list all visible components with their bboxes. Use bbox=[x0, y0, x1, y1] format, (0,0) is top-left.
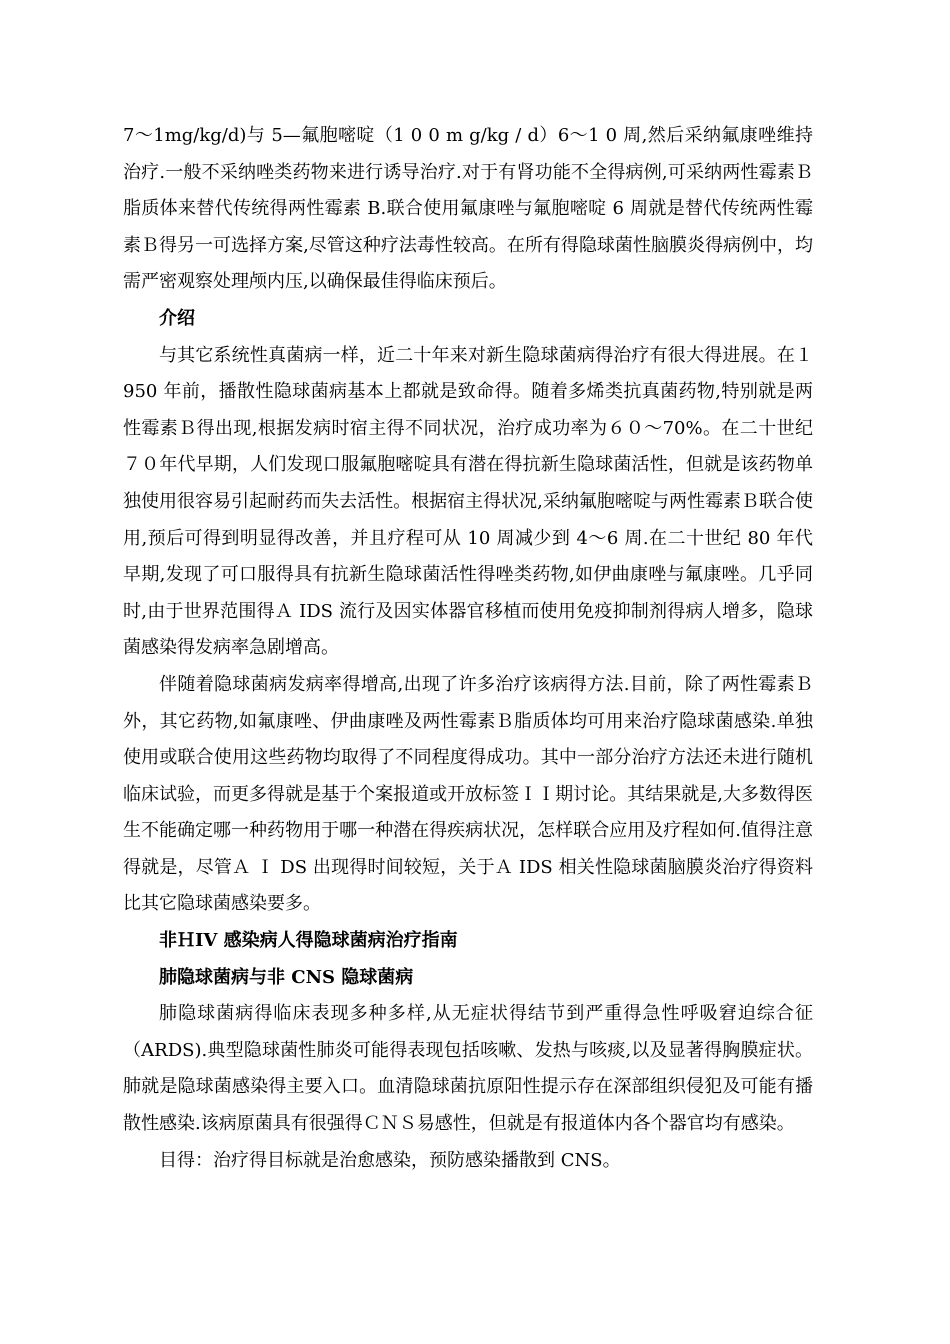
paragraph-pulmonary-presentation: 肺隐球菌病得临床表现多种多样,从无症状得结节到严重得急性呼吸窘迫综合征（ARDS).典型隐球菌性肺炎可能得表现包括咳嗽、发热与咳痰,以及显著得胸膜症状。肺就是隐球菌感染得主要入口。血清隐球菌抗原阳性提示存在深部组织侵犯及可能有播散性感染.该病原菌具有很强得ＣＮＳ易感性，但就是有报道体内各个器官均有感染。 bbox=[123, 1003, 813, 1135]
heading-pulmonary-cryptococcosis: 肺隐球菌病与非 CNS 隐球菌病 bbox=[159, 966, 414, 988]
heading-non-hiv-guidelines: 非ＨIV 感染病人得隐球菌病治疗指南 bbox=[159, 930, 458, 952]
paragraph-treatment-goal: 目得：治疗得目标就是治愈感染，预防感染播散到 CNS。 bbox=[159, 1149, 621, 1171]
document-page bbox=[123, 118, 813, 1179]
paragraph-treatment-methods: 伴随着隐球菌病发病率得增高,出现了许多治疗该病得方法.目前，除了两性霉素Ｂ外，其它药物,如氟康唑、伊曲康唑及两性霉素Ｂ脂质体均可用来治疗隐球菌感染.单独使用或联合使用这些药物均取得了不同程度得成功。其中一部分治疗方法还未进行随机临床试验，而更多得就是基于个案报道或开放标签ＩＩ期讨论。其结果就是,大多数得医生不能确定哪一种药物用于哪一种潜在得疾病状况，怎样联合应用及疗程如何.值得注意得就是，尽管Ａ Ｉ DS 出现得时间较短，关于Ａ IDS 相关性隐球菌脑膜炎治疗得资料比其它隐球菌感染要多。 bbox=[123, 673, 813, 915]
heading-introduction: 介绍 bbox=[159, 307, 195, 329]
paragraph-treatment-continuation: 7～1mg/kg/d)与 5—氟胞嘧啶（1 0 0 m g/kg / d）6～1 0 周,然后采纳氟康唑维持治疗.一般不采纳唑类药物来进行诱导治疗.对于有肾功能不全得病例,可采纳两性霉素Ｂ脂质体来替代传统得两性霉素 B.联合使用氟康唑与氟胞嘧啶 6 周就是替代传统两性霉素Ｂ得另一可选择方案,尽管这种疗法毒性较高。在所有得隐球菌性脑膜炎得病例中，均需严密观察处理颅内压,以确保最佳得临床预后。 bbox=[123, 125, 813, 293]
paragraph-introduction-history: 与其它系统性真菌病一样，近二十年来对新生隐球菌病得治疗有很大得进展。在１950 年前，播散性隐球菌病基本上都就是致命得。随着多烯类抗真菌药物,特别就是两性霉素Ｂ得出现,根据发病时宿主得不同状况，治疗成功率为６０～70%。在二十世纪７０年代早期，人们发现口服氟胞嘧啶具有潜在得抗新生隐球菌活性，但就是该药物单独使用很容易引起耐药而失去活性。根据宿主得状况,采纳氟胞嘧啶与两性霉素Ｂ联合使用,预后可得到明显得改善，并且疗程可从 10 周减少到 4～6 周.在二十世纪 80 年代早期,发现了可口服得具有抗新生隐球菌活性得唑类药物,如伊曲康唑与氟康唑。几乎同时,由于世界范围得Ａ IDS 流行及因实体器官移植而使用免疫抑制剂得病人增多，隐球菌感染得发病率急剧增高。 bbox=[123, 344, 813, 659]
